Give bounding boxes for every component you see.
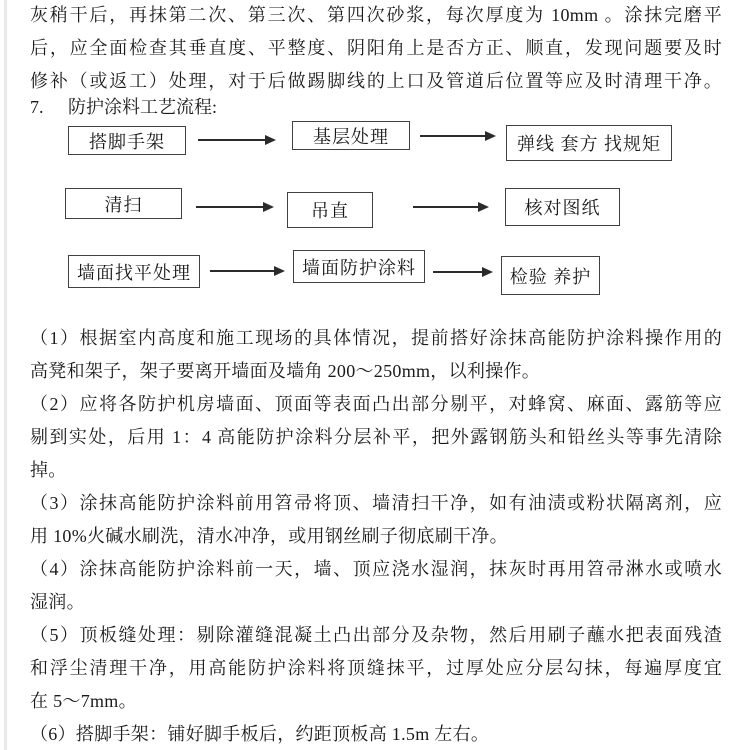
body-line: 掉。 [30, 460, 67, 480]
scan-artifact-line [4, 0, 7, 750]
section-number: 7. [30, 97, 44, 117]
body-line: 在 5～7mm。 [30, 691, 137, 711]
flow-arrow [413, 206, 487, 208]
flow-arrow [196, 206, 272, 208]
flow-box-cleaning: 清扫 [65, 188, 182, 219]
flow-arrow [420, 135, 494, 137]
body-line: 高凳和架子，架子要离开墙面及墙角 200～250mm，以利操作。 [30, 361, 541, 381]
flow-arrow [433, 271, 491, 273]
flow-box-check-drawings: 核对图纸 [505, 188, 620, 226]
flow-box-scaffolding: 搭脚手架 [68, 126, 186, 155]
flow-box-snap-lines: 弹线 套方 找规矩 [506, 125, 672, 161]
flow-box-base-treatment: 基层处理 [292, 121, 410, 150]
body-line: （5）顶板缝处理：剔除灌缝混凝土凸出部分及杂物，然后用刷子蘸水把表面残渣 [30, 625, 722, 645]
flow-arrow [198, 139, 274, 141]
intro-line: 修补（或返工）处理，对于后做踢脚线的上口及管道后位置等应及时清理干净。 [30, 71, 722, 91]
flow-box-plumbing: 吊直 [287, 192, 373, 228]
body-line: （2）应将各防护机房墙面、顶面等表面凸出部分剔平，对蜂窝、麻面、露筋等应 [30, 394, 722, 414]
body-line: （6）搭脚手架：铺好脚手板后，约距顶板高 1.5m 左右。 [30, 724, 490, 744]
section-heading [30, 93, 722, 121]
body-line: 湿润。 [30, 592, 85, 612]
body-line: （4）涂抹高能防护涂料前一天，墙、顶应浇水湿润，抹灰时再用笤帚淋水或喷水 [30, 559, 722, 579]
flow-arrow [210, 270, 283, 272]
flow-box-wall-leveling: 墙面找平处理 [68, 255, 200, 288]
body-line: 剔到实处，后用 1：4 高能防护涂料分层补平，把外露钢筋头和铅丝头等事先清除 [30, 427, 722, 447]
flow-box-inspect-cure: 检验 养护 [501, 256, 600, 295]
section-title: 防护涂料工艺流程: [68, 97, 218, 117]
body-line: 和浮尘清理干净，用高能防护涂料将顶缝抹平，过厚处应分层勾抹，每遍厚度宜 [30, 658, 722, 678]
body-line: 用 10%火碱水刷洗，清水冲净，或用钢丝刷子彻底刷干净。 [30, 526, 508, 546]
flow-box-wall-coating: 墙面防护涂料 [293, 250, 425, 283]
body-line: （1）根据室内高度和施工现场的具体情况，提前搭好涂抹高能防护涂料操作用的 [30, 328, 722, 348]
intro-line: 后，应全面检查其垂直度、平整度、阴阳角上是否方正、顺直，发现问题要及时 [30, 38, 722, 58]
intro-line: 灰稍干后，再抹第二次、第三次、第四次砂浆，每次厚度为 10mm 。涂抹完磨平 [30, 5, 722, 25]
body-line: （3）涂抹高能防护涂料前用笤帚将顶、墙清扫干净，如有油渍或粉状隔离剂，应 [30, 493, 722, 513]
